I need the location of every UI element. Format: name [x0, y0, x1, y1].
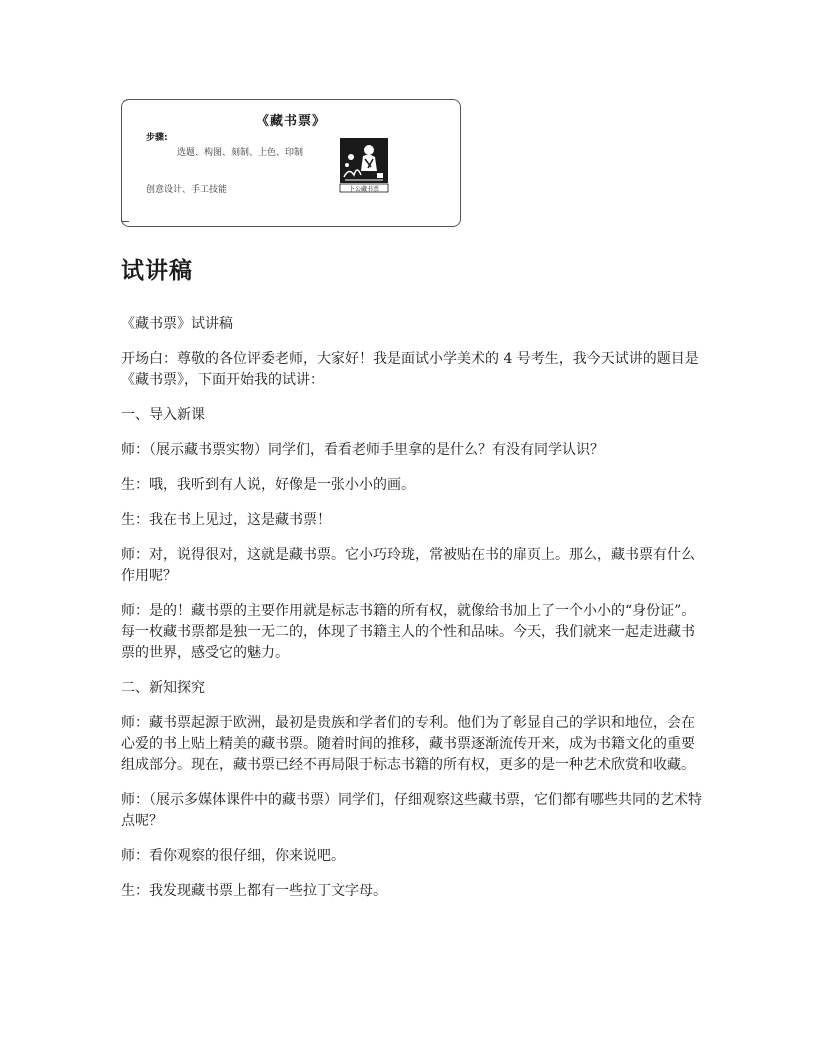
paragraph: 师：（展示藏书票实物）同学们，看看老师手里拿的是什么？有没有同学认识？: [121, 442, 604, 458]
paragraph: 生：我在书上见过，这是藏书票！: [121, 512, 331, 528]
paragraph: 师：看你观察的很仔细，你来说吧。: [121, 848, 345, 864]
bookplate-image: [339, 137, 389, 193]
card-title: 《藏书票》: [255, 114, 326, 129]
paragraph: 师：是的！藏书票的主要作用就是标志书籍的所有权，就像给书加上了一个小小的“身份证”。每一枚藏书票都是独一无二的，体现了书籍主人的个性和品味。今天，我们就来一起走进藏书票的世界，感受它的魅力。: [121, 603, 696, 661]
paragraph: 生：我发现藏书票上都有一些拉丁文字母。: [121, 883, 387, 899]
document-body: [121, 314, 706, 916]
paragraph: 开场白：尊敬的各位评委老师，大家好！我是面试小学美术的 4 号考生，我今天试讲的题目是《藏书票》，下面开始我的试讲：: [121, 351, 699, 388]
paragraph: 《藏书票》试讲稿: [121, 316, 233, 332]
paragraph: 师：（展示多媒体课件中的藏书票）同学们，仔细观察这些藏书票，它们都有哪些共同的艺术特点呢？: [121, 792, 702, 829]
paragraph: 一、导入新课: [121, 407, 205, 423]
paragraph: 师：藏书票起源于欧洲，最初是贵族和学者们的专利。他们为了彰显自己的学识和地位，会在心爱的书上贴上精美的藏书票。随着时间的推移，藏书票逐渐流传开来，成为书籍文化的重要组成部分。现在，藏书票已经不再局限于标志书籍的所有权，更多的是一种艺术欣赏和收藏。: [121, 715, 695, 773]
bookplate-caption: 卜公藏书票: [348, 186, 380, 193]
paragraph: 生：哦，我听到有人说，好像是一张小小的画。: [121, 477, 415, 493]
page-heading: 试讲稿: [121, 258, 193, 284]
paragraph: 二、新知探究: [121, 680, 205, 696]
steps-label: 步骤:: [146, 133, 168, 143]
lesson-summary-card: [121, 99, 461, 227]
corner-mark: [121, 212, 129, 222]
steps-text: 选题、构图、刻制、上色、印制: [177, 148, 304, 158]
skills-note: 创意设计、手工技能: [146, 185, 228, 195]
paragraph: 师：对，说得很对，这就是藏书票。它小巧玲珑，常被贴在书的扉页上。那么，藏书票有什么作用呢？: [121, 547, 695, 584]
